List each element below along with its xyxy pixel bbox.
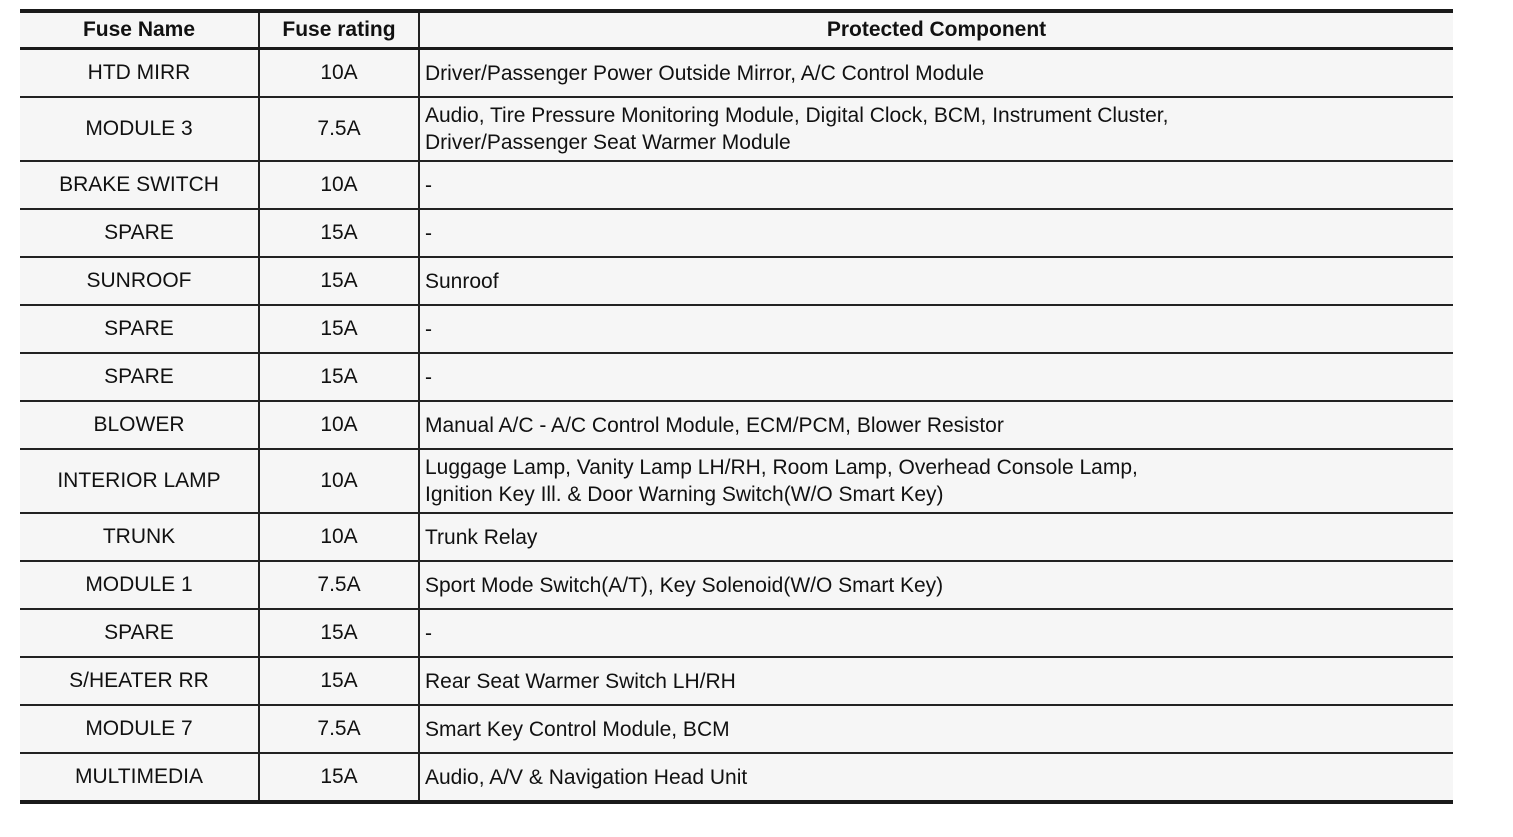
component-line: Smart Key Control Module, BCM <box>425 717 730 741</box>
fuse-name-cell: S/HEATER RR <box>20 657 259 705</box>
fuse-name-cell: SPARE <box>20 209 259 257</box>
fuse-name-cell: MODULE 7 <box>20 705 259 753</box>
table-row <box>20 209 1453 257</box>
fuse-rating-cell: 15A <box>259 257 419 305</box>
protected-component-cell <box>419 609 1453 657</box>
fuse-rating-cell: 10A <box>259 513 419 561</box>
table-row <box>20 657 1453 705</box>
table-row <box>20 161 1453 209</box>
table-row <box>20 49 1453 98</box>
protected-component-cell <box>419 49 1453 98</box>
component-line: - <box>425 221 432 245</box>
protected-component-cell <box>419 657 1453 705</box>
fuse-rating-cell: 7.5A <box>259 97 419 161</box>
table-row <box>20 257 1453 305</box>
fuse-name-cell: SUNROOF <box>20 257 259 305</box>
component-line: Luggage Lamp, Vanity Lamp LH/RH, Room Lamp, Overhead Console Lamp, <box>425 456 1138 479</box>
component-line: Trunk Relay <box>425 525 538 549</box>
header-row <box>20 11 1453 49</box>
component-line: Manual A/C - A/C Control Module, ECM/PCM, Blower Resistor <box>425 413 1004 437</box>
fuse-rating-cell: 15A <box>259 657 419 705</box>
component-line: Sunroof <box>425 269 499 293</box>
fuse-name-cell: SPARE <box>20 353 259 401</box>
protected-component-cell <box>419 97 1453 161</box>
header-fuse-rating: Fuse rating <box>259 11 419 49</box>
table-row <box>20 753 1453 802</box>
table-header <box>20 11 1453 49</box>
protected-component-cell <box>419 353 1453 401</box>
component-line: Rear Seat Warmer Switch LH/RH <box>425 669 736 693</box>
table-row <box>20 305 1453 353</box>
fuse-name-cell: MULTIMEDIA <box>20 753 259 802</box>
fuse-name-cell: MODULE 3 <box>20 97 259 161</box>
protected-component-cell <box>419 753 1453 802</box>
fuse-rating-cell: 10A <box>259 49 419 98</box>
fuse-name-cell: SPARE <box>20 305 259 353</box>
fuse-name-cell: TRUNK <box>20 513 259 561</box>
component-line: Audio, A/V & Navigation Head Unit <box>425 765 748 789</box>
fuse-name-cell: INTERIOR LAMP <box>20 449 259 513</box>
protected-component-cell <box>419 449 1453 513</box>
protected-component-cell <box>419 305 1453 353</box>
protected-component-cell <box>419 257 1453 305</box>
fuse-rating-cell: 10A <box>259 401 419 449</box>
fuse-rating-cell: 10A <box>259 161 419 209</box>
protected-component-cell <box>419 705 1453 753</box>
fuse-table <box>20 9 1453 804</box>
header-protected-component: Protected Component <box>419 11 1453 49</box>
protected-component-cell <box>419 401 1453 449</box>
fuse-rating-cell: 15A <box>259 209 419 257</box>
table-row <box>20 353 1453 401</box>
table-row <box>20 513 1453 561</box>
component-line: Sport Mode Switch(A/T), Key Solenoid(W/O Smart Key) <box>425 573 944 597</box>
table-row <box>20 97 1453 161</box>
table-row <box>20 705 1453 753</box>
component-line: - <box>425 365 432 389</box>
component-line: Audio, Tire Pressure Monitoring Module, Digital Clock, BCM, Instrument Cluster, <box>425 104 1169 127</box>
fuse-name-cell: BRAKE SWITCH <box>20 161 259 209</box>
protected-component-cell <box>419 209 1453 257</box>
component-line: Driver/Passenger Seat Warmer Module <box>425 131 791 154</box>
fuse-rating-cell: 10A <box>259 449 419 513</box>
component-line: Driver/Passenger Power Outside Mirror, A/C Control Module <box>425 61 985 85</box>
protected-component-cell <box>419 513 1453 561</box>
header-fuse-name: Fuse Name <box>20 11 259 49</box>
table-row <box>20 561 1453 609</box>
fuse-name-cell: HTD MIRR <box>20 49 259 98</box>
protected-component-cell <box>419 161 1453 209</box>
table-body <box>20 49 1453 803</box>
fuse-rating-cell: 7.5A <box>259 561 419 609</box>
fuse-rating-cell: 7.5A <box>259 705 419 753</box>
fuse-name-cell: SPARE <box>20 609 259 657</box>
fuse-rating-cell: 15A <box>259 353 419 401</box>
table-row <box>20 401 1453 449</box>
table-row <box>20 449 1453 513</box>
component-line: - <box>425 621 432 645</box>
component-line: - <box>425 317 432 341</box>
fuse-rating-cell: 15A <box>259 609 419 657</box>
component-line: - <box>425 173 432 197</box>
protected-component-cell <box>419 561 1453 609</box>
table-row <box>20 609 1453 657</box>
fuse-rating-cell: 15A <box>259 753 419 802</box>
fuse-rating-cell: 15A <box>259 305 419 353</box>
fuse-name-cell: BLOWER <box>20 401 259 449</box>
fuse-name-cell: MODULE 1 <box>20 561 259 609</box>
component-line: Ignition Key Ill. & Door Warning Switch(W/O Smart Key) <box>425 483 944 506</box>
